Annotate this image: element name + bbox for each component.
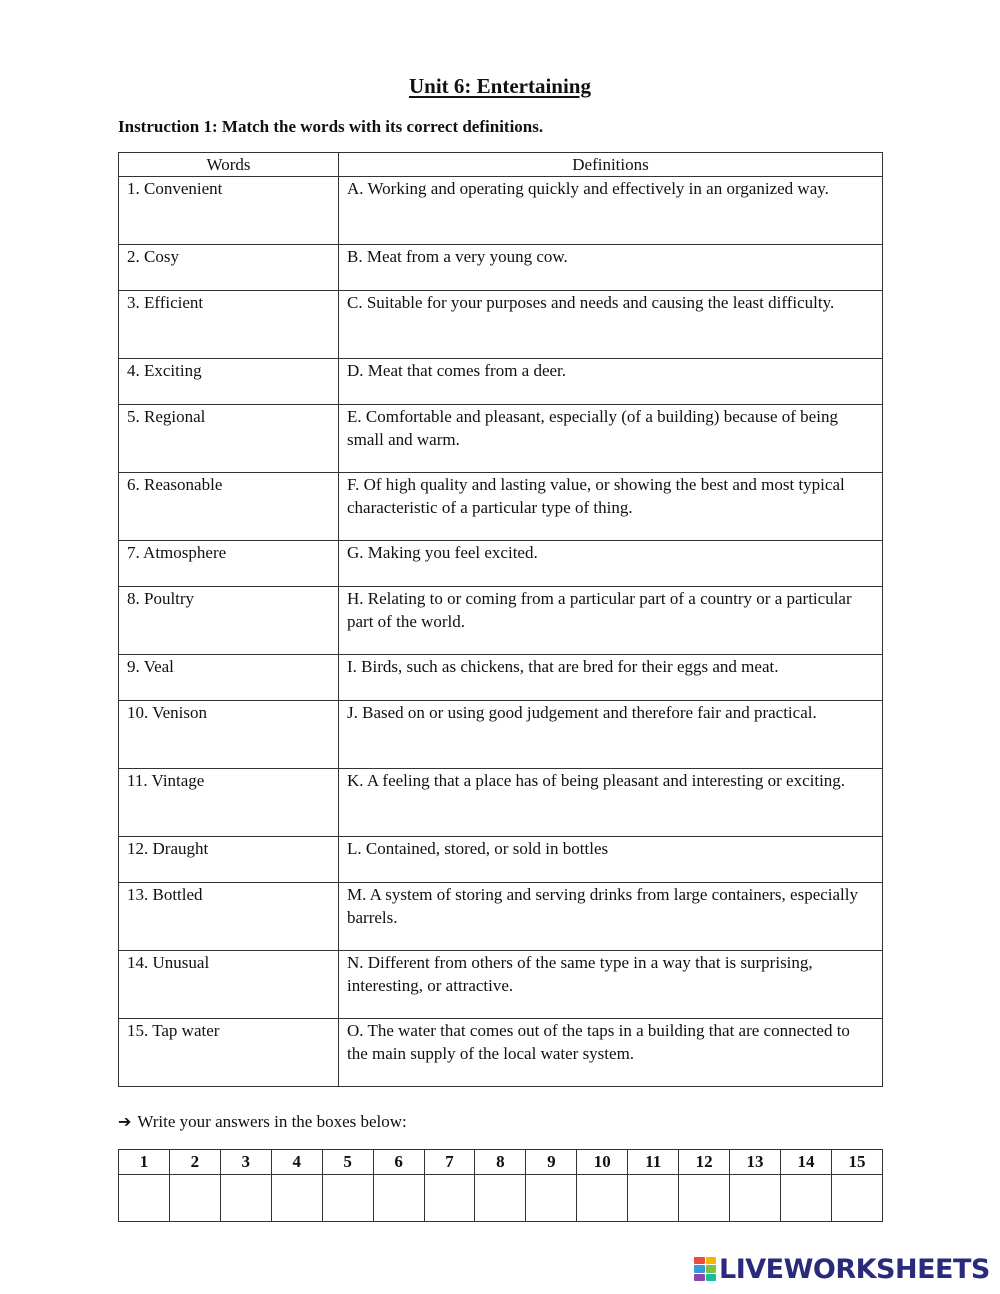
definition-cell: M. A system of storing and serving drinks from large containers, especially barrels.	[339, 883, 883, 951]
logo-square	[706, 1274, 717, 1281]
word-cell: 13. Bottled	[119, 883, 339, 951]
logo-square	[694, 1265, 705, 1272]
word-cell: 6. Reasonable	[119, 473, 339, 541]
word-cell: 12. Draught	[119, 837, 339, 883]
answer-number: 4	[271, 1150, 322, 1175]
answer-number: 9	[526, 1150, 577, 1175]
answer-number: 3	[220, 1150, 271, 1175]
definition-cell: O. The water that comes out of the taps in a building that are connected to the main supply of the local water system.	[339, 1019, 883, 1087]
word-cell: 4. Exciting	[119, 359, 339, 405]
answer-box[interactable]	[119, 1175, 170, 1222]
answer-number: 7	[424, 1150, 475, 1175]
definition-cell: I. Birds, such as chickens, that are bred for their eggs and meat.	[339, 655, 883, 701]
word-cell: 11. Vintage	[119, 769, 339, 837]
definition-cell: A. Working and operating quickly and effectively in an organized way.	[339, 177, 883, 245]
word-cell: 5. Regional	[119, 405, 339, 473]
answer-box[interactable]	[475, 1175, 526, 1222]
table-row	[119, 1019, 883, 1087]
word-cell: 9. Veal	[119, 655, 339, 701]
logo-square	[694, 1257, 705, 1264]
table-row	[119, 291, 883, 359]
word-cell: 14. Unusual	[119, 951, 339, 1019]
table-row	[119, 837, 883, 883]
table-row	[119, 245, 883, 291]
answer-number: 2	[169, 1150, 220, 1175]
liveworksheets-logo	[694, 1252, 990, 1286]
table-row	[119, 359, 883, 405]
logo-text: LIVEWORKSHEETS	[719, 1253, 990, 1285]
answer-box[interactable]	[679, 1175, 730, 1222]
answer-prompt-text: Write your answers in the boxes below:	[137, 1112, 407, 1131]
table-row	[119, 883, 883, 951]
answer-number: 12	[679, 1150, 730, 1175]
words-header: Words	[119, 153, 339, 177]
answer-box[interactable]	[169, 1175, 220, 1222]
answer-number-row	[119, 1150, 883, 1175]
table-row	[119, 473, 883, 541]
answer-number: 11	[628, 1150, 679, 1175]
answer-box[interactable]	[220, 1175, 271, 1222]
definition-cell: C. Suitable for your purposes and needs and causing the least difficulty.	[339, 291, 883, 359]
answer-number: 13	[730, 1150, 781, 1175]
definition-cell: J. Based on or using good judgement and therefore fair and practical.	[339, 701, 883, 769]
word-cell: 1. Convenient	[119, 177, 339, 245]
answer-box[interactable]	[373, 1175, 424, 1222]
instruction-text: Instruction 1: Match the words with its correct definitions.	[118, 117, 544, 136]
definitions-header: Definitions	[339, 153, 883, 177]
table-row	[119, 655, 883, 701]
word-cell: 8. Poultry	[119, 587, 339, 655]
table-row	[119, 541, 883, 587]
table-row	[119, 405, 883, 473]
answer-number: 5	[322, 1150, 373, 1175]
answer-box[interactable]	[730, 1175, 781, 1222]
definition-cell: H. Relating to or coming from a particular part of a country or a particular part of the world.	[339, 587, 883, 655]
table-row	[119, 769, 883, 837]
right-arrow-icon: ➔	[118, 1112, 132, 1131]
logo-square	[706, 1265, 717, 1272]
table-row	[119, 177, 883, 245]
answer-number: 14	[780, 1150, 831, 1175]
table-row	[119, 587, 883, 655]
answer-number: 15	[831, 1150, 882, 1175]
answer-number: 10	[577, 1150, 628, 1175]
liveworksheets-logo-icon	[694, 1257, 716, 1281]
definition-cell: D. Meat that comes from a deer.	[339, 359, 883, 405]
word-cell: 3. Efficient	[119, 291, 339, 359]
definition-cell: B. Meat from a very young cow.	[339, 245, 883, 291]
definition-cell: K. A feeling that a place has of being pleasant and interesting or exciting.	[339, 769, 883, 837]
answer-box[interactable]	[322, 1175, 373, 1222]
answer-box[interactable]	[271, 1175, 322, 1222]
answer-box[interactable]	[424, 1175, 475, 1222]
word-cell: 2. Cosy	[119, 245, 339, 291]
answer-box[interactable]	[628, 1175, 679, 1222]
answer-box[interactable]	[526, 1175, 577, 1222]
answer-box-row	[119, 1175, 883, 1222]
word-cell: 7. Atmosphere	[119, 541, 339, 587]
logo-square	[694, 1274, 705, 1281]
answer-box[interactable]	[780, 1175, 831, 1222]
answer-prompt	[118, 1112, 407, 1132]
answer-number: 6	[373, 1150, 424, 1175]
logo-square	[706, 1257, 717, 1264]
answer-number: 1	[119, 1150, 170, 1175]
answer-number: 8	[475, 1150, 526, 1175]
table-row	[119, 951, 883, 1019]
definition-cell: E. Comfortable and pleasant, especially (of a building) because of being small and warm.	[339, 405, 883, 473]
answer-grid	[118, 1149, 883, 1222]
definition-cell: G. Making you feel excited.	[339, 541, 883, 587]
vocabulary-table	[118, 152, 883, 1087]
definition-cell: F. Of high quality and lasting value, or showing the best and most typical characteristic of a particular type of thing.	[339, 473, 883, 541]
definition-cell: N. Different from others of the same type in a way that is surprising, interesting, or attractive.	[339, 951, 883, 1019]
definition-cell: L. Contained, stored, or sold in bottles	[339, 837, 883, 883]
answer-box[interactable]	[831, 1175, 882, 1222]
word-cell: 15. Tap water	[119, 1019, 339, 1087]
word-cell: 10. Venison	[119, 701, 339, 769]
page-title: Unit 6: Entertaining	[408, 74, 591, 98]
answer-box[interactable]	[577, 1175, 628, 1222]
table-row	[119, 701, 883, 769]
